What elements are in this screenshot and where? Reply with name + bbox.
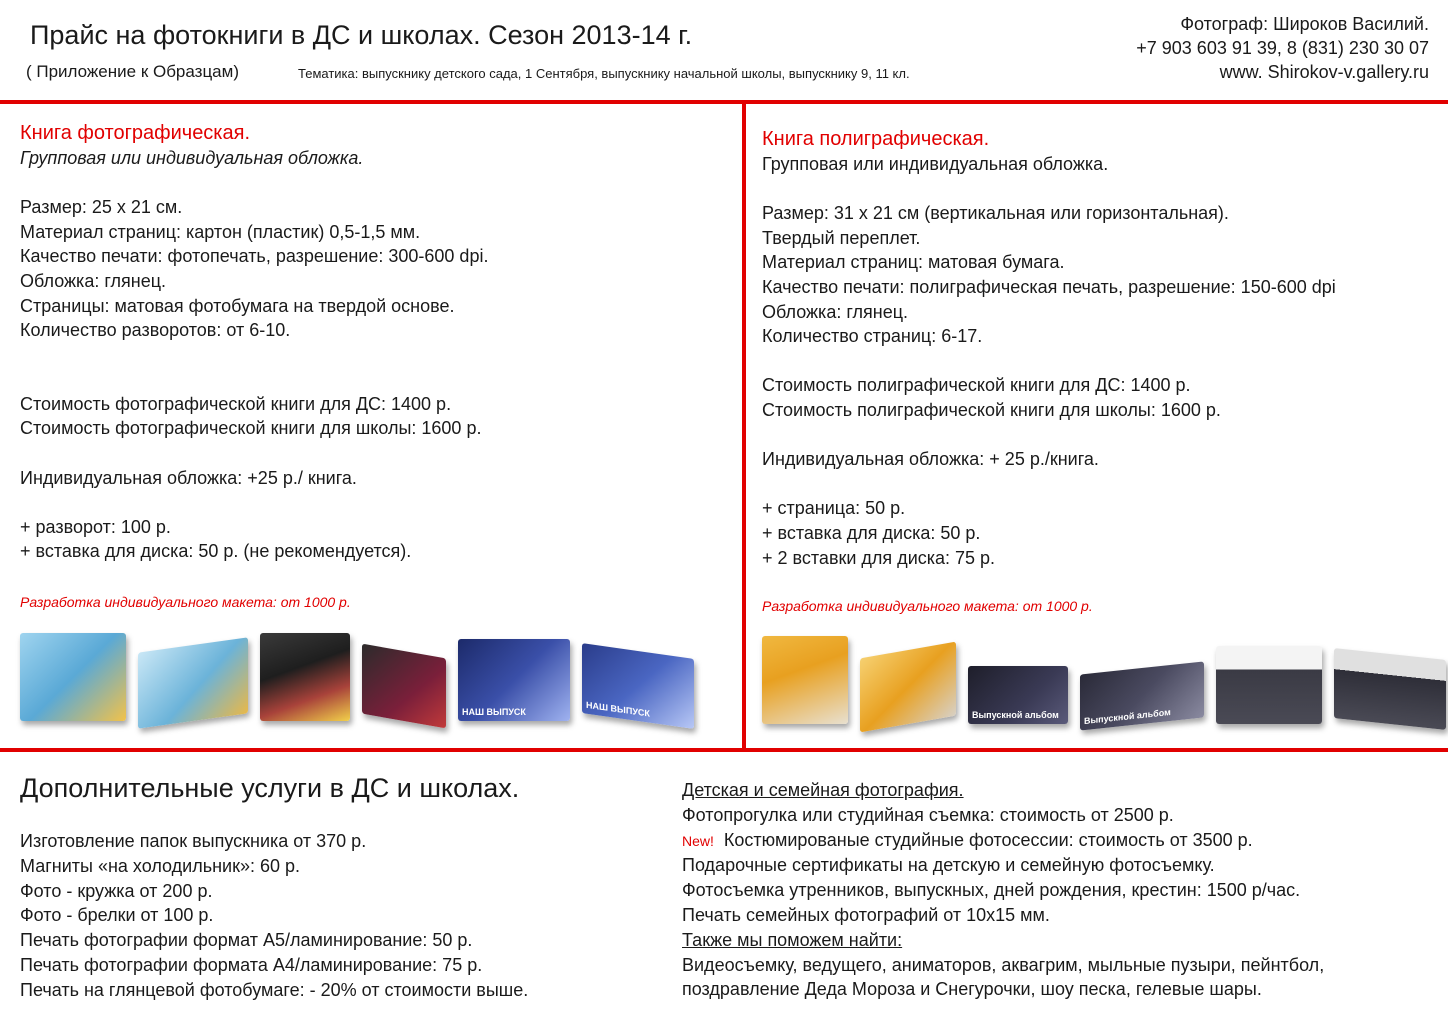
- phone-numbers: +7 903 603 91 39, 8 (831) 230 30 07: [1136, 38, 1429, 58]
- contact-block: [1136, 12, 1429, 84]
- price-line: Стоимость полиграфической книги для школы: 1600 р.: [762, 399, 1221, 420]
- extra-line: + вставка для диска: 50 р.: [762, 522, 981, 543]
- spec-line: Размер: 25 х 21 см.: [20, 197, 183, 218]
- help-item: Видеосъемку, ведущего, аниматоров, аквагрим, мыльные пузыри, пейнтбол,: [682, 954, 1325, 975]
- spec-line: Обложка: глянец.: [762, 301, 909, 322]
- center-divider: [742, 104, 746, 752]
- help-item: поздравление Деда Мороза и Снегурочки, шоу песка, гелевые шары.: [682, 979, 1262, 1000]
- book-thumbnail: [1334, 648, 1446, 730]
- website-link[interactable]: www. Shirokov-v.gallery.ru: [1219, 62, 1429, 82]
- poly-book-thumbnails: [762, 628, 1448, 727]
- book-thumbnail: [582, 643, 694, 729]
- page-subtitle: ( Приложение к Образцам): [26, 62, 239, 81]
- new-badge: New!: [682, 832, 714, 849]
- bottom-divider: [0, 748, 1448, 752]
- thumbnail-label: НАШ ВЫПУСК: [586, 699, 650, 719]
- extra-line: + разворот: 100 р.: [20, 516, 171, 537]
- service-item: Изготовление папок выпускника от 370 р.: [20, 831, 367, 851]
- page-title: Прайс на фотокниги в ДС и школах. Сезон 2013-14 г.: [30, 20, 693, 50]
- poly-book-section: [762, 126, 1432, 570]
- top-divider: [0, 100, 1448, 104]
- extra-line: + вставка для диска: 50 р. (не рекомендуется).: [20, 541, 412, 562]
- spec-line: Материал страниц: картон (пластик) 0,5-1,5 мм.: [20, 221, 421, 242]
- individual-cover-price: Индивидуальная обложка: + 25 р./книга.: [762, 449, 1099, 470]
- price-line: Стоимость полиграфической книги для ДС: 1400 р.: [762, 375, 1191, 396]
- book-thumbnail: [860, 642, 956, 733]
- book-thumbnail: [1080, 661, 1204, 730]
- extra-line: + страница: 50 р.: [762, 498, 906, 519]
- book-thumbnail: [968, 666, 1068, 724]
- spec-line: Качество печати: фотопечать, разрешение: 300-600 dpi.: [20, 246, 489, 267]
- service-item: Фото - брелки от 100 р.: [20, 905, 214, 926]
- photo-book-cover: Групповая или индивидуальная обложка.: [20, 148, 364, 168]
- topics-text: Тематика: выпускнику детского сада, 1 Сентября, выпускнику начальной школы, выпускнику 9, 11 кл.: [298, 66, 910, 81]
- family-title: Детская и семейная фотография.: [682, 780, 964, 800]
- book-thumbnail: [20, 633, 126, 721]
- services-list: [20, 829, 528, 1003]
- family-section: [682, 778, 1324, 1002]
- individual-cover-price: Индивидуальная обложка: +25 р./ книга.: [20, 467, 357, 488]
- family-item: Подарочные сертификаты на детскую и семейную фотосъемку.: [682, 855, 1215, 876]
- price-line: Стоимость фотографической книги для школы: 1600 р.: [20, 418, 482, 439]
- spec-line: Обложка: глянец.: [20, 270, 167, 291]
- photo-book-thumbnails: [20, 625, 706, 721]
- family-item: Фотопрогулка или студийная съемка: стоимость от 2500 р.: [682, 804, 1174, 825]
- photo-layout-note: Разработка индивидуального макета: от 1000 р.: [20, 594, 351, 610]
- service-item: Печать фотографии формат А5/ламинирование: 50 р.: [20, 930, 473, 951]
- service-item: Печать на глянцевой фотобумаге: - 20% от стоимости выше.: [20, 979, 529, 1000]
- spec-line: Твердый переплет.: [762, 227, 921, 248]
- spec-line: Количество разворотов: от 6-10.: [20, 320, 291, 341]
- book-thumbnail: [138, 637, 248, 728]
- poly-layout-note: Разработка индивидуального макета: от 1000 р.: [762, 598, 1093, 614]
- photographer-name: Фотограф: Широков Василий.: [1180, 14, 1429, 34]
- extra-line: + 2 вставки для диска: 75 р.: [762, 547, 996, 568]
- thumbnail-label: НАШ ВЫПУСК: [462, 707, 526, 717]
- book-thumbnail: [458, 639, 570, 721]
- services-title: Дополнительные услуги в ДС и школах.: [20, 773, 520, 803]
- book-thumbnail: [762, 636, 848, 724]
- photo-book-title: Книга фотографическая.: [20, 122, 251, 144]
- book-thumbnail: [362, 644, 446, 729]
- photo-book-section: [20, 120, 730, 564]
- service-item: Печать фотографии формата А4/ламинирование: 75 р.: [20, 954, 483, 975]
- family-item: Фотосъемка утренников, выпускных, дней рождения, крестин: 1500 р/час.: [682, 880, 1301, 901]
- help-title: Также мы поможем найти:: [682, 929, 903, 950]
- family-item-costume: [682, 828, 1324, 854]
- service-item: Фото - кружка от 200 р.: [20, 880, 213, 901]
- spec-line: Страницы: матовая фотобумага на твердой основе.: [20, 295, 455, 316]
- spec-line: Материал страниц: матовая бумага.: [762, 252, 1065, 273]
- costume-text: Костюмированые студийные фотосессии: стоимость от 3500 р.: [723, 829, 1253, 850]
- poly-book-title: Книга полиграфическая.: [762, 128, 990, 150]
- book-thumbnail: [1216, 646, 1322, 724]
- price-line: Стоимость фотографической книги для ДС: 1400 р.: [20, 393, 452, 414]
- service-item: Магниты «на холодильник»: 60 р.: [20, 855, 301, 876]
- spec-line: Количество страниц: 6-17.: [762, 326, 983, 347]
- poly-book-cover: Групповая или индивидуальная обложка.: [762, 154, 1109, 174]
- spec-line: Качество печати: полиграфическая печать, разрешение: 150-600 dpi: [762, 276, 1336, 297]
- family-item: Печать семейных фотографий от 10х15 мм.: [682, 904, 1050, 925]
- thumbnail-label: Выпускной альбом: [972, 710, 1059, 720]
- thumbnail-label: Выпускной альбом: [1084, 706, 1171, 727]
- spec-line: Размер: 31 х 21 см (вертикальная или горизонтальная).: [762, 203, 1229, 224]
- book-thumbnail: [260, 633, 350, 721]
